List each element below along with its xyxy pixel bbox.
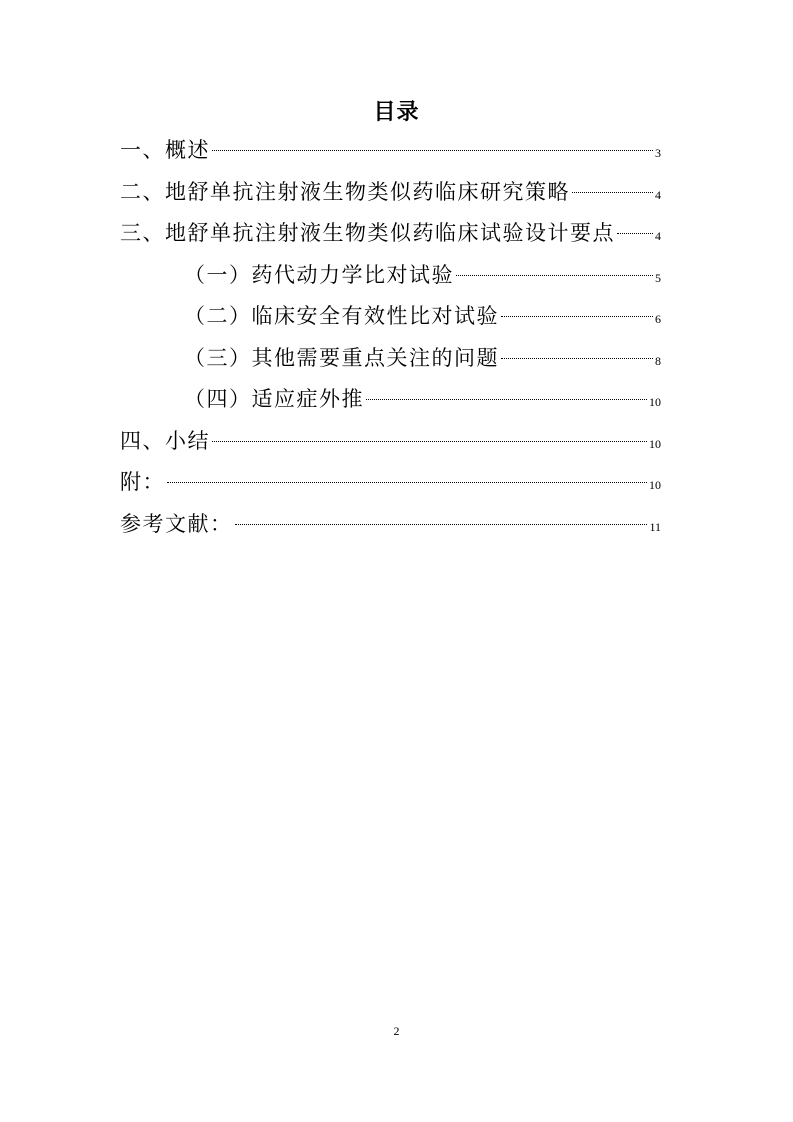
toc-leader-dots — [235, 524, 648, 525]
toc-list — [120, 130, 661, 545]
toc-entry-page-number: 10 — [649, 478, 661, 492]
toc-entry-page-number: 4 — [655, 229, 661, 243]
toc-entry-label: （三）其他需要重点关注的问题 — [184, 345, 499, 370]
toc-entry-pk-comparison[interactable] — [120, 255, 661, 297]
toc-entry-label: （一）药代动力学比对试验 — [184, 262, 454, 287]
toc-entry-page-number: 10 — [649, 395, 661, 409]
toc-entry-label: 二、地舒单抗注射液生物类似药临床研究策略 — [120, 179, 570, 204]
toc-entry-label: 参考文献： — [120, 511, 233, 536]
toc-entry-overview[interactable] — [120, 130, 661, 172]
toc-entry-page-number: 4 — [655, 187, 661, 202]
toc-leader-dots — [167, 482, 647, 483]
toc-leader-dots — [501, 316, 653, 317]
page-number: 2 — [393, 1024, 400, 1038]
toc-entry-indication-extrapolation[interactable] — [120, 379, 661, 421]
toc-title: 目录 — [373, 100, 420, 125]
toc-leader-dots — [212, 441, 647, 442]
toc-entry-references[interactable] — [120, 504, 661, 546]
toc-entry-other-issues[interactable] — [120, 338, 661, 380]
toc-entry-trial-design[interactable] — [120, 213, 661, 255]
toc-leader-dots — [617, 233, 653, 234]
toc-entry-appendix[interactable] — [120, 462, 661, 504]
toc-entry-page-number: 6 — [655, 312, 661, 326]
toc-entry-page-number: 5 — [655, 270, 661, 285]
toc-leader-dots — [212, 150, 653, 151]
toc-entry-summary[interactable] — [120, 421, 661, 463]
toc-leader-dots — [501, 358, 653, 359]
toc-entry-label: 一、概述 — [120, 138, 210, 162]
toc-entry-page-number: 3 — [655, 146, 661, 160]
toc-leader-dots — [366, 399, 647, 400]
toc-entry-label: 三、地舒单抗注射液生物类似药临床试验设计要点 — [120, 221, 615, 245]
toc-entry-research-strategy[interactable] — [120, 172, 661, 214]
toc-entry-safety-efficacy[interactable] — [120, 296, 661, 338]
toc-entry-page-number: 8 — [655, 353, 661, 368]
toc-entry-label: （四）适应症外推 — [184, 387, 364, 411]
toc-entry-label: （二）临床安全有效性比对试验 — [184, 304, 499, 328]
toc-entry-label: 附： — [120, 470, 165, 494]
toc-entry-page-number: 10 — [649, 436, 661, 451]
toc-entry-label: 四、小结 — [120, 428, 210, 453]
toc-leader-dots — [572, 192, 653, 193]
toc-leader-dots — [456, 275, 653, 276]
toc-entry-page-number: 11 — [649, 519, 661, 534]
